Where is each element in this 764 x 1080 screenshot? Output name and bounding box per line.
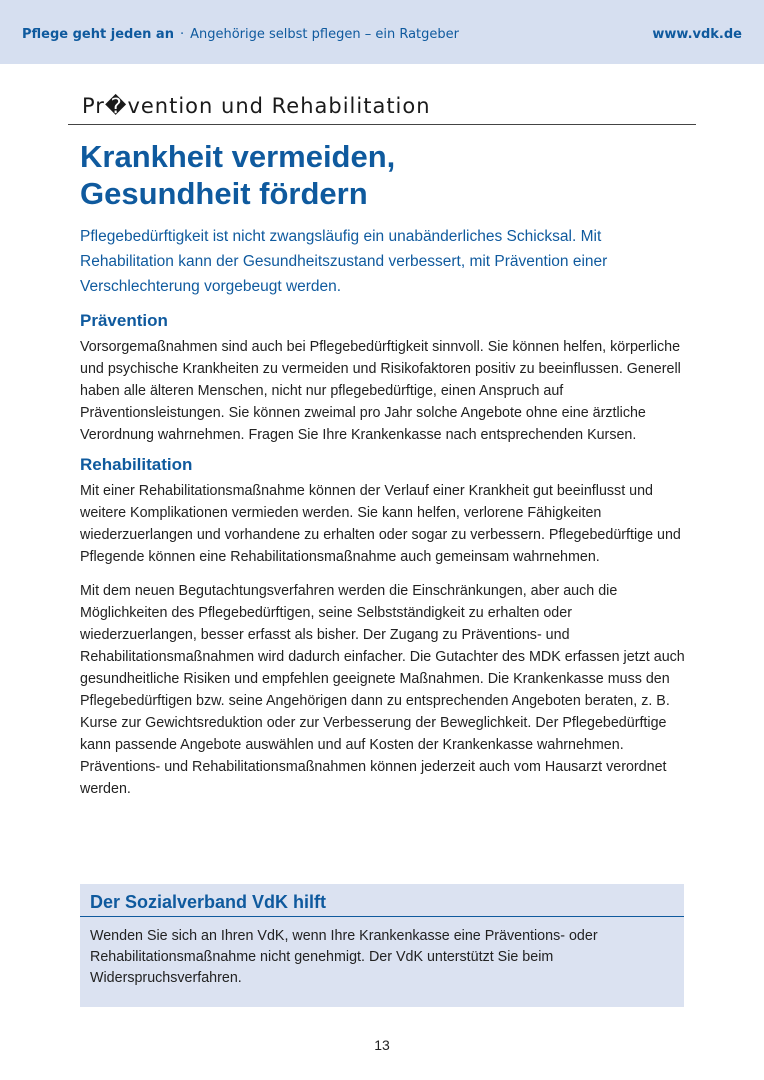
headline-line-2: Gesundheit fördern <box>80 176 368 211</box>
info-box-text: Wenden Sie sich an Ihren VdK, wenn Ihre Krankenkasse eine Präventions- oder Rehabilitationsmaßnahme nicht genehmigt. Der VdK unterstützt Sie beim Widerspruchsverfahren. <box>90 928 598 986</box>
lead-paragraph: Pflegebedürftigkeit ist nicht zwangsläufig ein unabänderliches Schicksal. Mit Rehabilitation kann der Gesundheitszustand verbessert, mit Prävention einer Verschlechterung vorgebeugt werden. <box>80 228 608 295</box>
section-label: Pr�vention und Rehabilitation <box>82 94 431 118</box>
paragraph-praevention: Vorsorgemaßnahmen sind auch bei Pflegebedürftigkeit sinnvoll. Sie können helfen, körperliche und psychische Krankheiten zu vermeiden und Risikofaktoren positiv zu beeinflussen. Generell haben alle älteren Menschen, nicht nur pflegebedürftige, einen Anspruch auf Präventionsleistungen. Sie können zweimal pro Jahr solche Angebote ohne eine ärztliche Verordnung wahrnehmen. Fragen Sie Ihre Krankenkasse nach entsprechenden Kursen. <box>80 339 681 443</box>
heading-praevention: Prävention <box>80 311 168 330</box>
section-divider <box>68 124 696 125</box>
page-number: 13 <box>374 1037 390 1053</box>
info-box-title: Der Sozialverband VdK hilft <box>90 892 327 912</box>
paragraph-rehabilitation-1: Mit einer Rehabilitationsmaßnahme können der Verlauf einer Krankheit gut beeinflusst und weitere Komplikationen vermieden werden. Sie kann helfen, verlorene Fähigkeiten wiederzuerlangen und vorhandene zu erhalten oder sogar zu verbessern. Pflegebedürftige und Pflegende können eine Rehabilitationsmaßnahme auch gemeinsam wahrnehmen. <box>80 483 681 565</box>
header-separator: · <box>179 27 185 42</box>
heading-rehabilitation: Rehabilitation <box>80 455 193 474</box>
header-left <box>22 27 459 42</box>
header-series: Pflege geht jeden an <box>22 27 174 42</box>
paragraph-rehabilitation-2: Mit dem neuen Begutachtungsverfahren werden die Einschränkungen, aber auch die Möglichkeiten des Pflegebedürftigen, seine Selbstständigkeit zu erhalten oder wiederzuerlangen, besser erfasst als bisher. Der Zugang zu Präventions- und Rehabilitationsmaßnahmen wird dadurch einfacher. Die Gutachter des MDK erfassen jetzt auch gesundheitliche Risiken und empfehlen geeignete Maßnahmen. Die Krankenkasse muss den Pflegebedürftigen bzw. seine Angehörigen dann zu entsprechenden Angeboten beraten, z. B. Kurse zur Gewichtsreduktion oder zur Verbesserung der Beweglichkeit. Der Pflegebedürftige kann passende Angebote auswählen und auf Kosten der Krankenkasse wahrnehmen. Präventions- und Rehabilitationsmaßnahmen können jederzeit auch vom Hausarzt verordnet werden. <box>80 583 685 797</box>
vdk-info-box <box>80 884 684 1007</box>
header-url[interactable]: www.vdk.de <box>652 27 742 42</box>
header-bar <box>0 0 764 64</box>
headline-line-1: Krankheit vermeiden, <box>80 139 396 174</box>
info-box-divider <box>80 916 684 917</box>
header-subtitle: Angehörige selbst pflegen – ein Ratgeber <box>190 27 459 42</box>
page-headline <box>80 138 680 212</box>
